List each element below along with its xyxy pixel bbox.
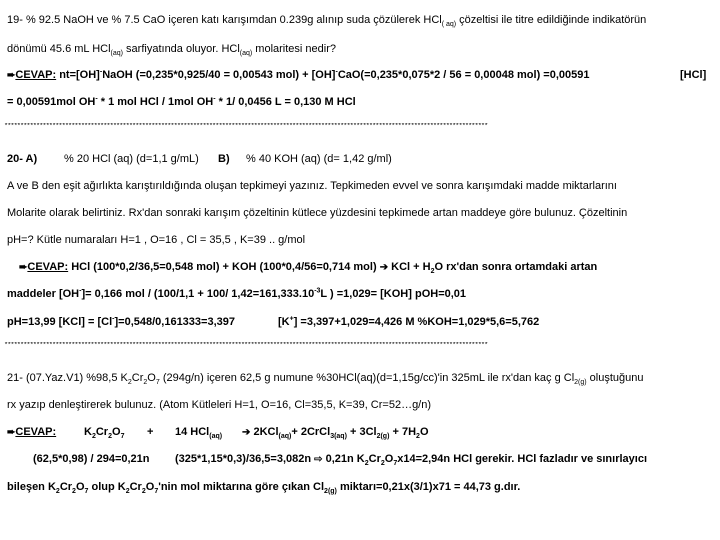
q20-para2: Molarite olarak belirtiniz. Rx'dan sonraki karışım çözeltinin kütlece yüzdesini tepkimede artan maddeye göre bulunuz. Çözeltinin	[7, 207, 628, 219]
right-arrow-icon: ➨	[19, 262, 28, 273]
right-arrow-icon: ➨	[7, 70, 16, 81]
q21-line1: 21- (07.Yaz.V1) %98,5 $K_2Cr_2O_7$ (294g/n) içeren 62,5 g numune %30HCl(aq)(d=1,15g/cc)'in 325mL ile rx'dan kaç g $Cl_{2(g)}$ oluştuğunu	[7, 372, 644, 387]
q20-answer-line2: maddeler [OH-]= 0,166 mol / (100/1,1 + 100/ $1,42=161,333.10^{-3}L$ ) =1,029= [KOH] pOH=0,01	[7, 287, 467, 300]
q21-products: ➔ 2KCl$_{(aq)}$+ 2CrCl$_{3(aq)}$ + $3Cl_{2(g)} + 7H_2O$	[242, 426, 429, 441]
q20-answer-line3: pH=13,99 [KCl] = [Cl-]=0,548/0,161333=3,397	[7, 315, 235, 328]
q20-para3: pH=? Kütle numaraları H=1 , O=16 , Cl = 35,5 , K=39 .. g/mol	[7, 234, 306, 246]
q21-reactant-hcl: 14 HCl$_{(aq)}$	[175, 426, 223, 441]
separator-1: *******************************************************************************************************************************************************	[4, 123, 488, 131]
q20-answer-line3-right: [K+] =3,397+1,029=4,426 M %KOH=1,029*5,6=5,762	[278, 315, 540, 328]
q21-plus: +	[147, 426, 154, 438]
q20-para1: A ve B den eşit ağırlıkta karıştırıldığında oluşan tepkimeyi yazınız. Tepkimeden evvel ve sonra karışımdaki madde miktarlarını	[7, 180, 617, 192]
separator-2: *******************************************************************************************************************************************************	[4, 342, 488, 350]
q20-head: 20- A)	[7, 153, 38, 165]
q19-answer-line1: ➨CEVAP: nt=[OH]-NaOH (=0,235*0,925/40 = 0,00543 mol) + [OH]-CaO(=0,235*0,075*2 / 56 = 0,00048 mol) =0,00591	[7, 68, 590, 81]
q21-calc-dichromate: (62,5*0,98) / 294=0,21n	[33, 453, 150, 465]
q19-line2: dönümü 45.6 mL HCl$_{(aq)}$ sarfiyatında oluyor. HCl$_{(aq)}$ molaritesi nedir?	[7, 43, 336, 58]
q20-head-a: % 20 HCl (aq) (d=1,1 g/mL)	[64, 153, 199, 165]
q19-answer-line2: = 0,00591mol OH- * 1 mol HCl / 1mol OH- * 1/ 0,0456 L = 0,130 M HCl	[7, 95, 356, 108]
q21-answer-label: ➨CEVAP:	[7, 426, 57, 438]
q19-line1: 19- % 92.5 NaOH ve % 7.5 CaO içeren katı karışımdan 0.239g alınıp suda çözülerek HCl$_{( aq)}$ çözeltisi ile titre edildiğinde indikatörün	[7, 14, 647, 29]
q21-reactant-dichromate: $K_2Cr_2O_7$	[84, 426, 125, 441]
q21-calc-hcl: (325*1,15*0,3)/36,5=3,082n ⇨ 0,21n $K_2Cr_2O_7x14=2,94n$ HCl gerekir. HCl fazladır ve sınırlayıcı	[175, 453, 648, 468]
q20-answer-line1: ➨CEVAP: HCl (100*0,2/36,5=0,548 mol) + KOH (100*0,4/56=0,714 mol) ➔ KCl + $H_2O$ rx'dan sonra ortamdaki artan	[19, 261, 598, 276]
arrow-right-icon: ➔	[242, 427, 251, 438]
q20-head-b-label: B)	[218, 153, 230, 165]
right-arrow-icon: ➨	[7, 427, 16, 438]
q19-answer-hcl: [HCl]	[680, 69, 707, 81]
q20-head-b: % 40 KOH (aq) (d= 1,42 g/ml)	[246, 153, 392, 165]
arrow-right-icon: ➔	[379, 262, 389, 273]
hollow-arrow-icon: ⇨	[314, 454, 323, 465]
q21-line2: rx yazıp denleştirerek bulunuz. (Atom Kütleleri H=1, O=16, Cl=35,5, K=39, Cr=52…g/n)	[7, 399, 432, 411]
q21-conclusion: bileşen $K_2Cr_2O_7$ olup $K_2Cr_2O_7'nin$ mol miktarına göre çıkan $Cl_{2(g)}$ miktarı=0,21x(3/1)x71 = 44,73 g.dır.	[7, 481, 521, 496]
